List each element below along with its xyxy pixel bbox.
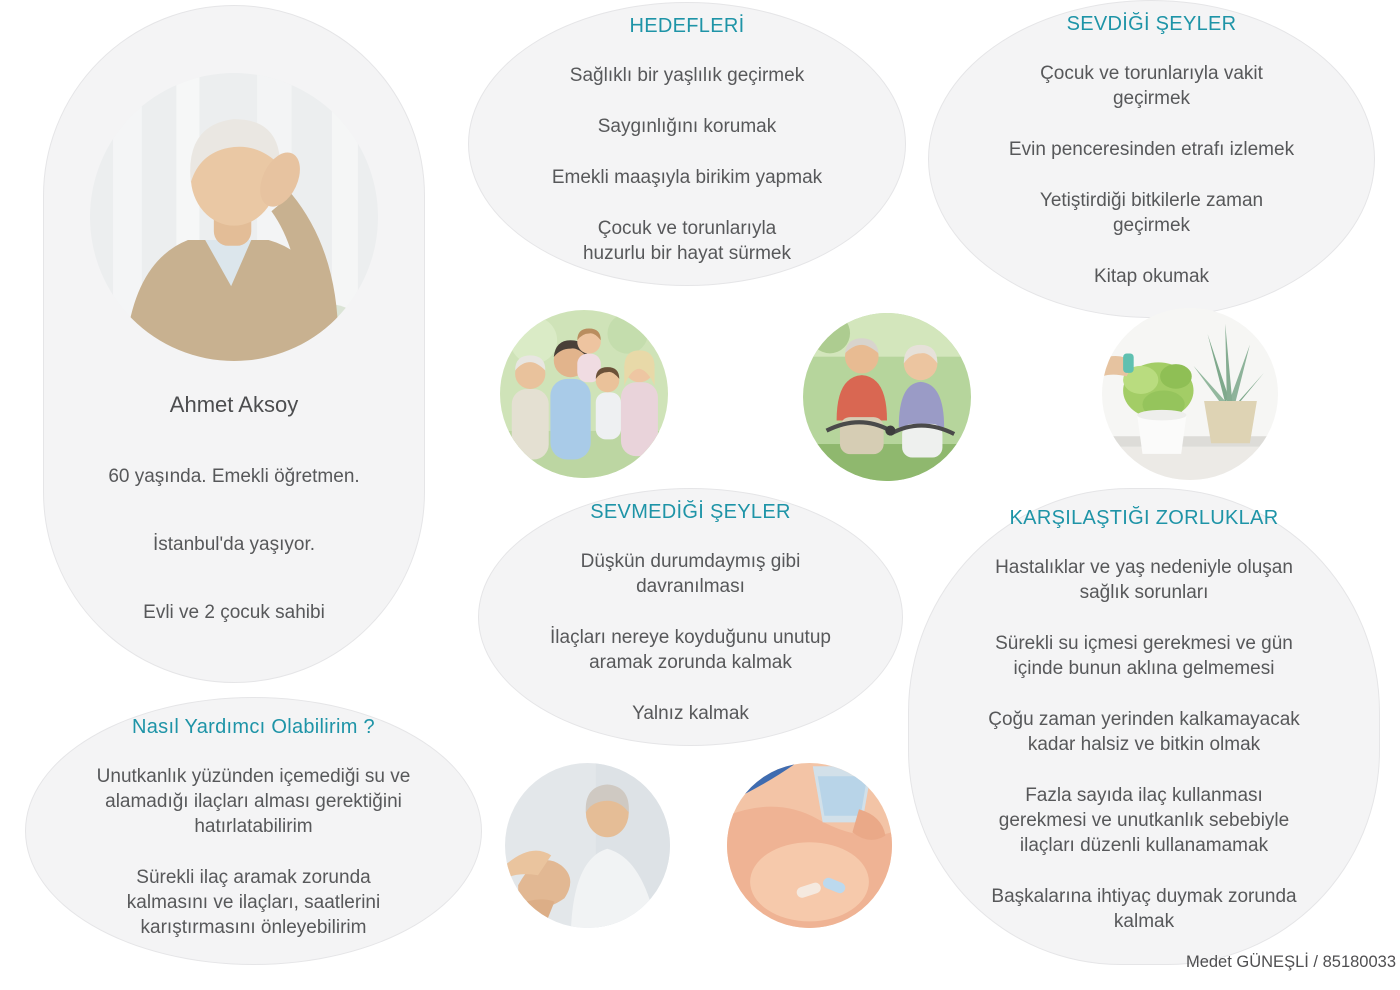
medicine-photo	[727, 763, 892, 928]
potted-plants-icon	[1102, 308, 1278, 480]
elderly-man-thinking-icon	[90, 73, 378, 361]
challenge-item: Hastalıklar ve yaş nedeniyle oluşan sağlık sorunları	[995, 557, 1293, 603]
senior-couple-bikes-icon	[803, 313, 971, 481]
pain-photo	[505, 763, 670, 928]
goal-item: Emekli maaşıyla birikim yapmak	[551, 167, 823, 188]
help-item: Unutkanlık yüzünden içemediği su ve alamadığı ilaçları alması gerektiğini hatırlatabilirim	[96, 766, 411, 837]
help-item: Sürekli ilaç aramak zorunda kalmasını ve ilaçları, saatlerini karıştırmasını önleyebilirim	[126, 867, 381, 938]
aching-hand-icon	[505, 763, 670, 928]
challenge-item: Başkalarına ihtiyaç duymak zorunda kalmak	[991, 886, 1297, 932]
footer-credit: Medet GÜNEŞLİ / 85180033	[1185, 953, 1396, 971]
persona-details	[108, 464, 359, 625]
help-title: Nasıl Yardımcı Olabilirim ?	[132, 716, 375, 738]
couple-photo	[803, 313, 971, 481]
family-outdoors-icon	[500, 310, 668, 478]
challenge-item: Sürekli su içmesi gerekmesi ve gün içinde bunun aklına gelmemesi	[995, 633, 1293, 679]
challenge-item: Fazla sayıda ilaç kullanması gerekmesi ve unutkanlık sebebiyle ilaçları düzenli kullanamamak	[998, 785, 1290, 856]
likes-title: SEVDİĞİ ŞEYLER	[1066, 13, 1237, 35]
goal-item: Sağlıklı bir yaşlılık geçirmek	[569, 65, 805, 86]
family-photo	[500, 310, 668, 478]
like-item: Kitap okumak	[1093, 266, 1210, 287]
persona-detail: 60 yaşında. Emekli öğretmen.	[108, 466, 360, 487]
help-card	[25, 697, 482, 965]
persona-photo	[90, 73, 378, 361]
like-item: Çocuk ve torunlarıyla vakit geçirmek	[1040, 63, 1263, 109]
challenges-title: KARŞILAŞTIĞI ZORLUKLAR	[1009, 507, 1279, 529]
persona-detail: İstanbul'da yaşıyor.	[152, 534, 316, 555]
challenge-item: Çoğu zaman yerinden kalkamayacak kadar halsiz ve bitkin olmak	[988, 709, 1300, 755]
goals-title: HEDEFLERİ	[629, 15, 745, 37]
dislike-item: Yalnız kalmak	[632, 703, 749, 724]
water-and-pills-icon	[727, 763, 892, 928]
dislike-item: İlaçları nereye koyduğunu unutup aramak zorunda kalmak	[550, 627, 831, 673]
plants-photo	[1102, 308, 1278, 480]
persona-name: Ahmet Aksoy	[169, 392, 299, 417]
dislikes-card	[478, 488, 903, 746]
like-item: Yetiştirdiği bitkilerle zaman geçirmek	[1039, 190, 1264, 236]
likes-card	[928, 0, 1375, 318]
dislikes-title: SEVMEDİĞİ ŞEYLER	[590, 501, 791, 523]
dislike-item: Düşkün durumdaymış gibi davranılması	[580, 551, 801, 597]
goal-item: Saygınlığını korumak	[597, 116, 777, 137]
persona-detail: Evli ve 2 çocuk sahibi	[143, 602, 325, 623]
goal-item: Çocuk ve torunlarıyla huzurlu bir hayat sürmek	[582, 218, 792, 264]
challenges-card	[908, 488, 1380, 965]
like-item: Evin penceresinden etrafı izlemek	[1008, 139, 1295, 160]
goals-card	[468, 2, 906, 286]
persona-card	[43, 5, 425, 683]
